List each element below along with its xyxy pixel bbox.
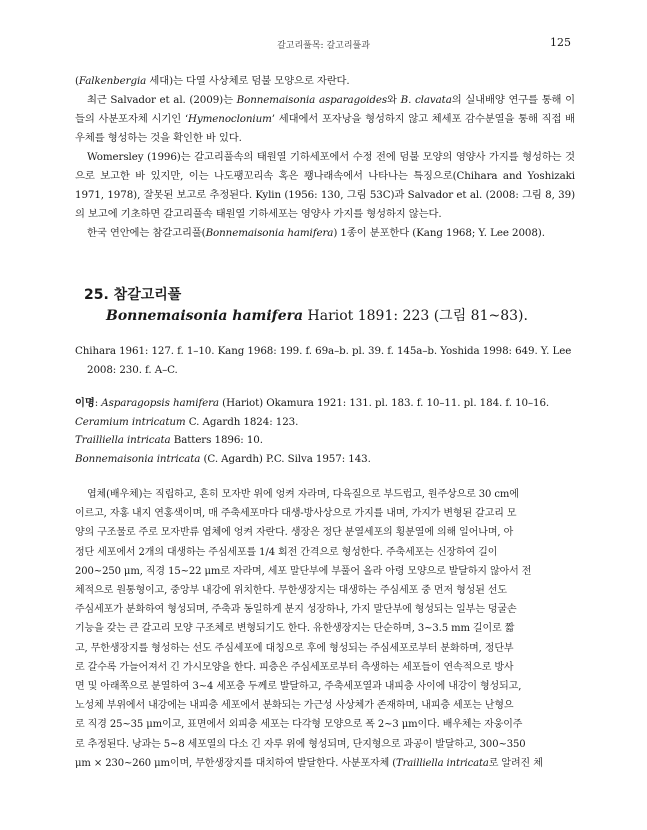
intro-text — [75, 72, 575, 243]
synonym-list — [75, 394, 575, 468]
description-line: 로 갈수록 가늘어져서 긴 가시모양을 한다. 피층은 주심세포로부터 측생하는 세포들이 연속적으로 방사 — [75, 661, 514, 673]
intro-paragraph-2: 최근 Salvador et al. (2009)는 Bonnemaisonia asparagoides와 B. clavata의 실내배양 연구를 통해 이들의 사분포자체 시기인 ‘Hymenoclonium’ 세대에서 포자낭을 형성하지 않고 체세포 감수분열을 통해 직접 배우체를 형성하는 것을 확인한 바 있다. — [75, 94, 575, 144]
description-line: 체적으로 원통형이고, 중앙부 내강에 위치한다. 무한생장지는 대생하는 주심세포 중 먼저 형성된 선도 — [75, 585, 507, 597]
description-line: 노성체 부위에서 내강에는 내피층 세포에서 분화되는 가근성 사상체가 존재하며, 내피층 세포는 난형으 — [75, 700, 514, 712]
species-name: Bonnemaisonia asparagoides — [236, 94, 388, 106]
description-line: 면 및 아래쪽으로 분열하여 3~4 세포층 두께로 발달하고, 주축세포열과 내피층 사이에 내강이 형성되고, — [75, 681, 522, 693]
intro-paragraph-3: Womersley (1996)는 갈고리풀속의 태원열 기하세포에서 수정 전에 덤불 모양의 영양사 가지를 형성하는 것으로 보고한 바 있지만, 이는 나도팽꼬리속 혹은 꽹나래속에서 나타나는 특징으로(Chihara and Yoshizaki 1971, 1978), 잘못된 보고로 추정된다. Kylin (1956: 130, 그림 53C)과 Salvador et al. (2008: 그림 8, 39)의 보고에 기초하면 갈고리풀속 태원열 기하세포는 영양사 가지를 형성하지 않는다. — [75, 151, 575, 220]
synonym-item: Ceramium intricatum C. Agardh 1824: 123. — [75, 415, 299, 428]
page-number: 125 — [550, 36, 571, 49]
species-name: B. clavata — [400, 94, 452, 106]
description-line: 로 추정된다. 낭과는 5~8 세포열의 다소 긴 자루 위에 형성되며, 단지형으로 과공이 발달하고, 300~350 — [75, 738, 526, 750]
section-heading — [84, 285, 584, 327]
description-line: 양의 구조물로 주로 모자반류 엽체에 엉켜 자란다. 생장은 정단 분열세포의 횡분열에 의해 일어나며, 아 — [75, 527, 514, 539]
reference-line: Chihara 1961: 127. f. 1–10. Kang 1968: 199. f. 69a–b. pl. 39. f. 145a–b. Yoshida 1998: 649. Y. Lee — [75, 345, 572, 357]
section-title: 25. 참갈고리풀 — [84, 287, 182, 303]
species-name: Hymenoclonium — [188, 113, 272, 125]
species-name: Falkenbergia — [78, 75, 147, 87]
intro-paragraph-4: 한국 연안에는 참갈고리풀(Bonnemaisonia hamifera) 1종이 분포한다 (Kang 1968; Y. Lee 2008). — [87, 227, 545, 239]
species-heading: Bonnemaisonia hamifera Hariot 1891: 223 (그림 81~83). — [106, 308, 528, 324]
synonym-label: 이명 — [75, 397, 95, 409]
synonym-item: 이명: Asparagopsis hamifera (Hariot) Okamura 1921: 131. pl. 183. f. 10–11. pl. 184. f. 10–16. — [75, 397, 550, 409]
description-line: 정단 세포에서 2개의 대생하는 주심세포를 1/4 회전 간격으로 형성한다. 주축세포는 신장하여 길이 — [75, 546, 498, 558]
description-line: 엽체(배우체)는 직립하고, 흔히 모자반 위에 엉켜 자라며, 다육질으로 부드럽고, 원주상으로 30 cm에 — [87, 489, 519, 500]
description-line: 로 직경 25~35 μm이고, 표면에서 외피층 세포는 다각형 모양으로 폭 2~3 μm이다. 배우체는 자웅이주 — [75, 719, 523, 731]
synonym-item: Trailliella intricata Batters 1896: 10. — [75, 434, 263, 446]
reference-line: 2008: 230. f. A–C. — [87, 364, 178, 376]
description-line: 200~250 μm, 직경 15~22 μm로 자라며, 세포 말단부에 부풀어 올라 아령 모양으로 발달하지 않아서 전 — [75, 565, 532, 577]
description — [75, 485, 575, 773]
species-name: Bonnemaisonia hamifera — [205, 227, 334, 239]
running-header: 갈고리풀목: 갈고리풀과 — [277, 41, 370, 51]
references — [75, 342, 575, 380]
description-line: 이르고, 자홍 내지 연홍색이며, 매 주축세포마다 대생-방사상으로 가지를 내며, 가지가 변형된 갈고리 모 — [75, 508, 517, 520]
synonym-item: Bonnemaisonia intricata (C. Agardh) P.C. Silva 1957: 143. — [75, 452, 371, 465]
species-name: Bonnemaisonia hamifera — [106, 308, 304, 324]
species-name: Trailliella intricata — [396, 757, 489, 769]
description-line: 주심세포가 분화하여 형성되며, 주축과 동일하게 분지 성장하나, 가지 말단부에 형성되는 일부는 덩굴손 — [75, 604, 517, 616]
description-line: μm × 230~260 μm이며, 무한생장지를 대치하여 발달한다. 사분포자체 (Trailliella intricata로 알려진 체 — [75, 757, 543, 769]
description-line: 고, 무한생장지를 형성하는 선도 주심세포에 대칭으로 후에 형성되는 주심세포로부터 분화하며, 정단부 — [75, 642, 514, 654]
description-line: 기능을 갖는 큰 갈고리 모양 구조체로 변형되기도 한다. 유한생장지는 단순하며, 3~3.5 mm 길이로 짧 — [75, 623, 515, 635]
intro-paragraph-1: (Falkenbergia 세대)는 다열 사상체로 덤불 모양으로 자란다. — [75, 75, 350, 87]
